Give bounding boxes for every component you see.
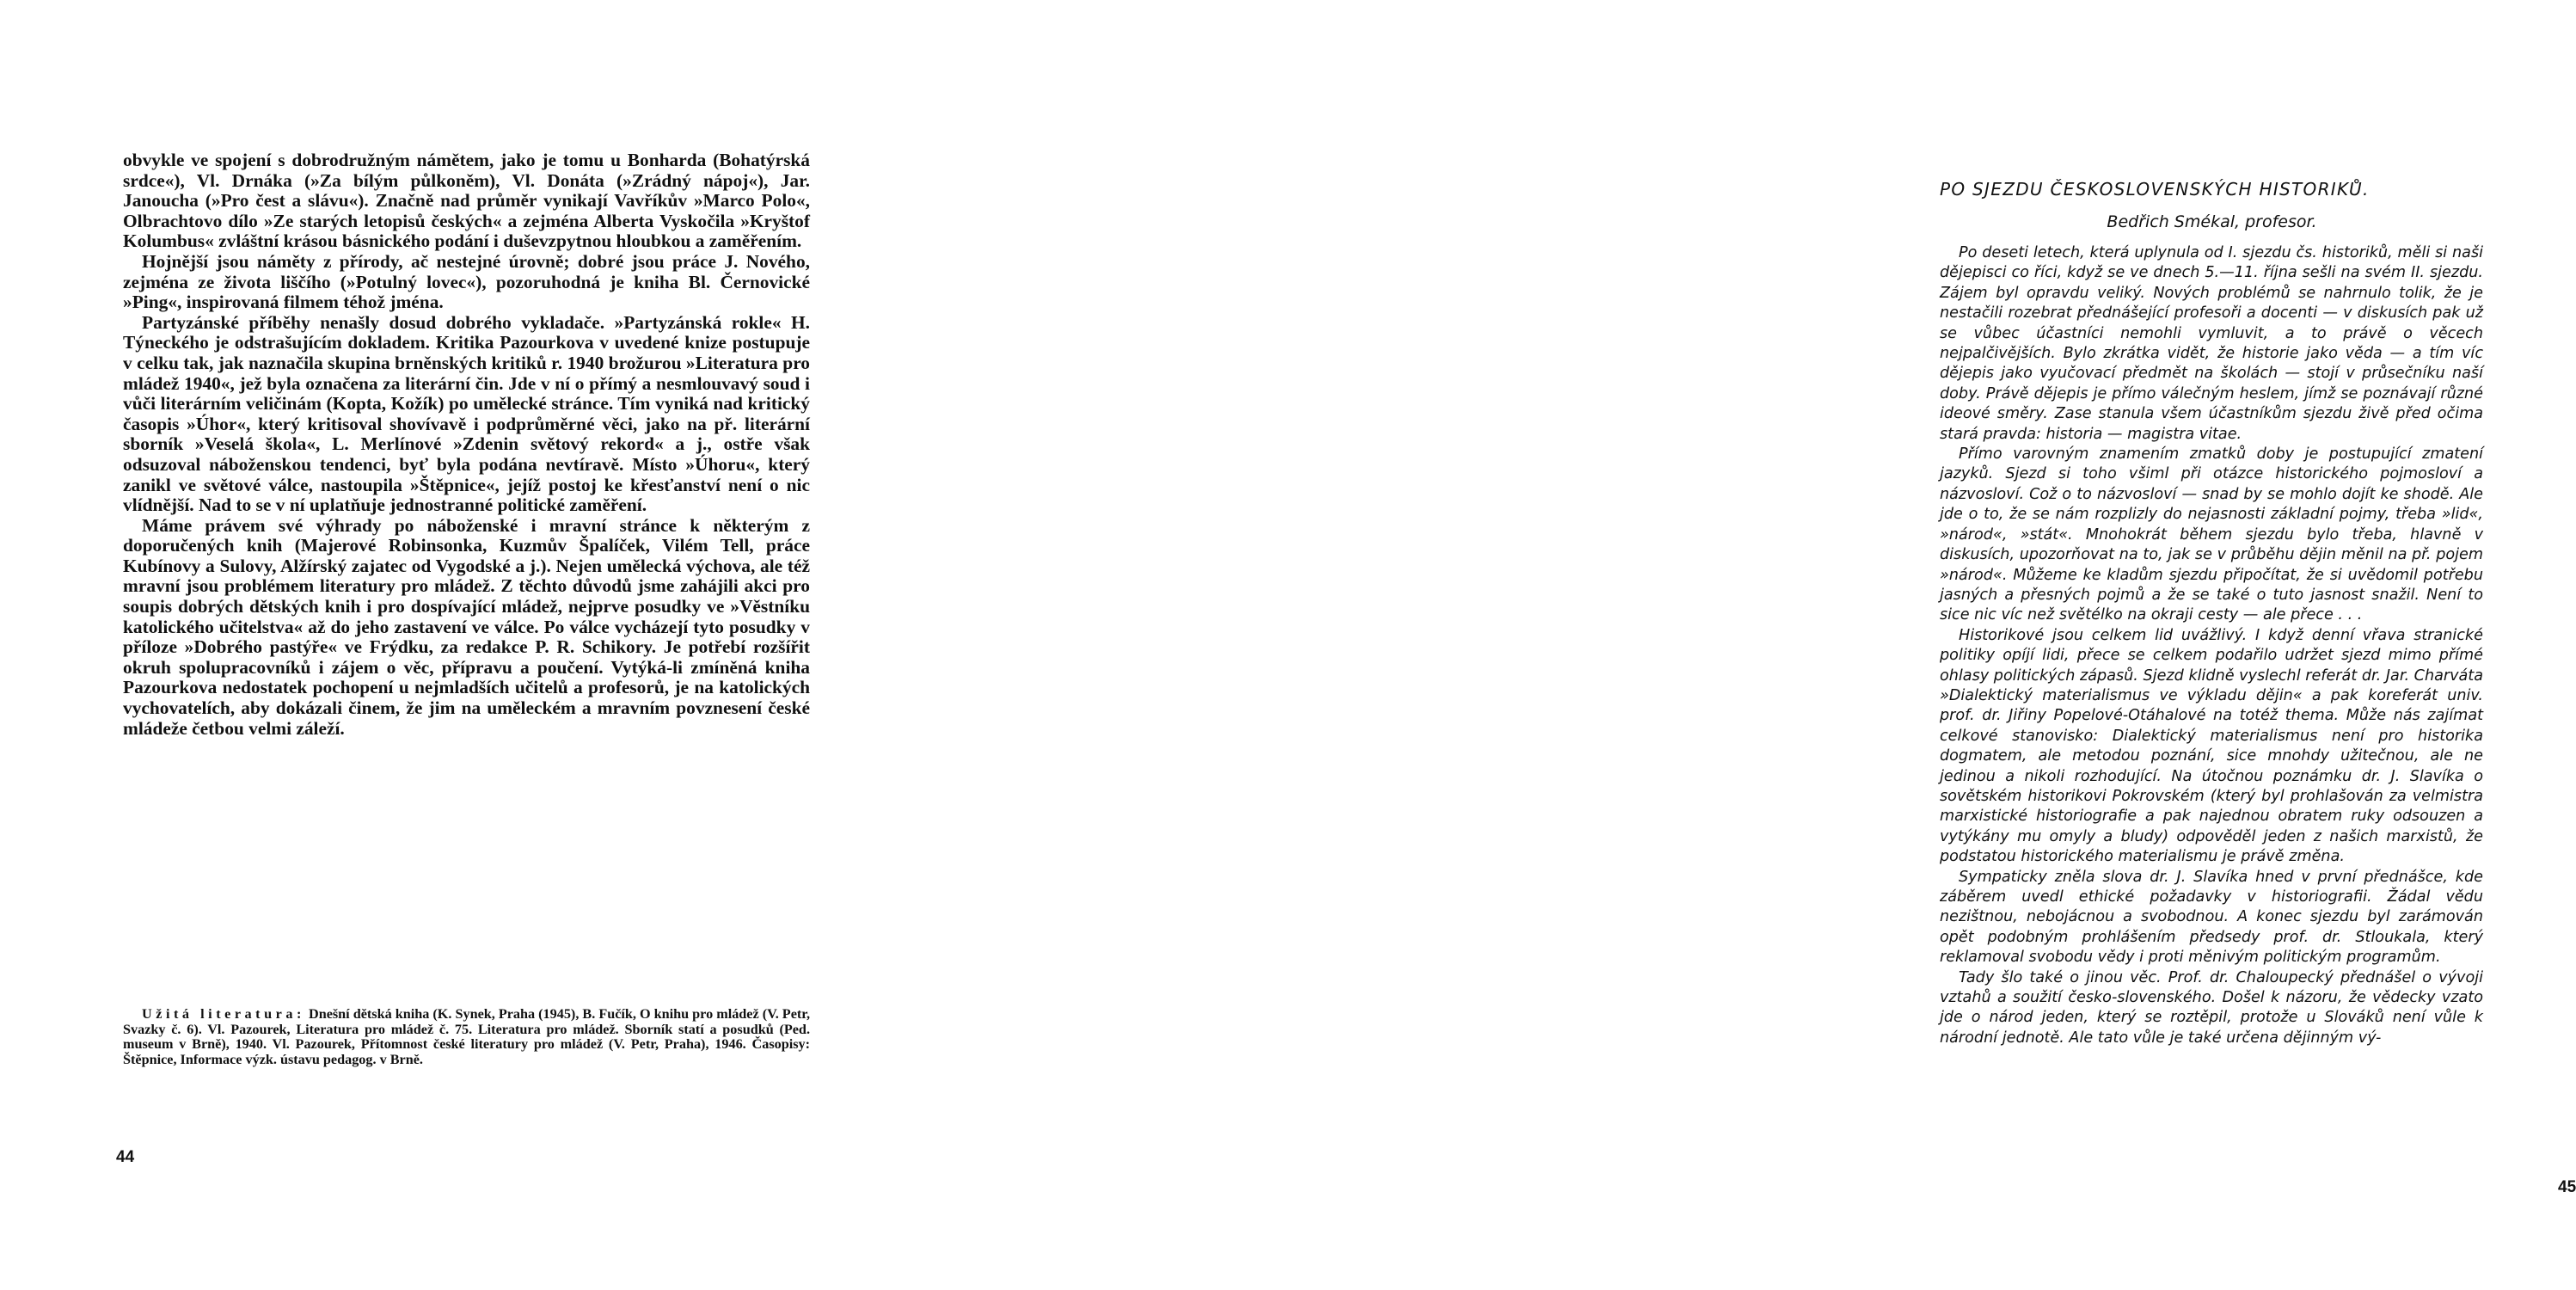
left-paragraph: Hojnější jsou náměty z přírody, ač nestejné úrovně; dobré jsou práce J. Nového, zejména ze života liščího (»Potulný lovec«), pozoruhodná je kniha Bl. Černovické »Ping«, inspirovaná filmem téhož jména.: [123, 250, 810, 313]
left-page: [0, 0, 899, 1290]
right-paragraph: Přímo varovným znamením zmatků doby je postupující zmatení jazyků. Sjezd si toho všiml při otázce historického pojmosloví a názvosloví. Což o to názvosloví — snad by se mohlo dojít ke shodě. Ale jde o to, že se nám rozplizly do nejasnosti základní pojmy, třeba »lid«, »národ«, »stát«. Mnohokrát během sjezdu bylo třeba, hlavně v diskusích, upozorňovat na to, jak se v průběhu dějin měnil na př. pojem »národ«. Můžeme ke kladům sjezdu připočítat, že si uvědomil potřebu jasných a přesných pojmů a že se také o tuto jasnost snažil. Není to sice nic víc než světélko na okraji cesty — ale přece . . .: [1940, 445, 2483, 624]
right-paragraph: Tady šlo také o jinou věc. Prof. dr. Chaloupecký přednášel o vývoji vztahů a soužití česko-slovenského. Došel k názoru, že vědecky vzato jde o národ jeden, který se roztěpil, protože u Slováků není vůle k národní jednotě. Ale tato vůle je také určena dějinným vý-: [1940, 968, 2483, 1047]
references-label: Užitá literatura:: [142, 1006, 305, 1022]
right-paragraph: Sympaticky zněla slova dr. J. Slavíka hned v první přednášce, kde záběrem uvedl ethické požadavky v historiografii. Žádal vědu nezištnou, nebojácnou a svobodnou. A konec sjezdu byl zarámován opět podobným prohlášením předsedy prof. dr. Stloukala, který reklamoval svobodu vědy i proti měnivým politickým programům.: [1940, 868, 2483, 967]
left-paragraph: obvykle ve spojení s dobrodružným námětem, jako je tomu u Bonharda (Bohatýrská srdce«), Vl. Drnáka (»Za bílým půlkoněm), Vl. Donáta (»Zrádný nápoj«), Jar. Janoucha (»Pro čest a slávu«). Značně nad průměr vynikají Vavříkův »Marco Polo«, Olbrachtovo dílo »Ze starých letopisů českých« a zejména Alberta Vyskočila »Kryštof Kolumbus« zvláštní krásou básnického podání i duševzpytnou hloubkou a zaměřením.: [123, 150, 810, 252]
references-text: Dnešní dětská kniha (K. Synek, Praha (1945), B. Fučík, O knihu pro mládež (V. Petr, Svazky č. 6). Vl. Pazourek, Literatura pro mládež č. 75. Literatura pro mládež. Sborník statí a posudků (Ped. museum v Brně), 1940. Vl. Pazourek, Přítomnost české literatury pro mládež (V. Petr, Praha), 1946. Časopisy: Štěpnice, Informace výzk. ústavu pedagog. v Brně.: [123, 1006, 811, 1067]
left-text-column: [123, 150, 810, 739]
article-author: Bedřich Smékal, profesor.: [2107, 212, 2317, 231]
references-paragraph: [123, 1007, 810, 1067]
right-paragraph: Historikové jsou celkem lid uvážlivý. I když denní vřava stranické politiky opíjí lidi, přece se celkem podařilo udržet sjezd mimo přímé ohlasy politických zápasů. Sjezd klidně vyslechl referát dr. Jar. Charváta »Dialektický materialismus ve výkladu dějin« a pak koreferát univ. prof. dr. Jiřiny Popelové-Otáhalové na totéž thema. Může nás zajímat celkové stanovisko: Dialektický materialismus není pro historika dogmatem, ale metodou poznání, sice mnohdy užitečnou, ale ne jedinou a nikoli rozhodující. Na útočnou poznámku dr. J. Slavíka o sovětském historikovi Pokrovském (který byl prohlašován za velmistra marxistické historiografie a pak najednou obratem ruky odsouzen a vytýkány mu omyly a bludy) odpověděl jeden z našich marxistů, že podstatou historického materialismu je právě změna.: [1940, 626, 2483, 866]
right-text-column: [1940, 243, 2483, 1048]
references-block: [123, 1007, 810, 1067]
page-number-right: 45: [2558, 1178, 2576, 1196]
right-page: [899, 0, 2576, 1290]
page-number-left: 44: [116, 1148, 135, 1166]
left-paragraph: Máme právem své výhrady po náboženské i mravní stránce k některým z doporučených knih (Majerové Robinsonka, Kuzmův Špalíček, Vilém Tell, práce Kubínovy a Sulovy, Alžírský zajatec od Vygodské a j.). Nejen umělecká výchova, ale též mravní jsou problémem literatury pro mládež. Z těchto důvodů jsme zahájili akci pro soupis dobrých dětských knih i pro dospívající mládež, nejprve posudky ve »Věstníku katolického učitelstva« až do jeho zastavení ve válce. Po válce vycházejí tyto posudky v příloze »Dobrého pastýře« ve Frýdku, za redakce P. R. Schikory. Je potřebí rozšířit okruh spolupracovníků i zájem o věc, přípravu a poučení. Vytýká-li zmíněná kniha Pazourkova nedostatek pochopení u nejmladších učitelů a profesorů, je na katolických vychovatelích, aby dokázali činem, že jim na uměleckém a mravním povznesení české mládeže četbou velmi záleží.: [123, 514, 810, 739]
right-paragraph: Po deseti letech, která uplynula od I. sjezdu čs. historiků, měli si naši dějepisci co říci, když se ve dnech 5.—11. října sešli na svém II. sjezdu. Zájem byl opravdu veliký. Nových problémů se nahrnulo tolik, že je nestačili rozebrat přednášející profesoři a docenti — v diskusích pak už se vůbec účastníci nemohli vymluvit, a to právě o věcech nejpalčivějších. Bylo zkrátka vidět, že historie jako věda — a tím víc dějepis jako vyučovací předmět na školách — stojí v průsečníku naší doby. Právě dějepis je přímo válečným heslem, jímž se poznávají různé ideové směry. Zase stanula všem účastníkům sjezdu živě před očima stará pravda: historia — magistra vitae.: [1940, 244, 2483, 443]
article-title: PO SJEZDU ČESKOSLOVENSKÝCH HISTORIKŮ.: [1940, 179, 2370, 200]
left-paragraph: Partyzánské příběhy nenašly dosud dobrého vykladače. »Partyzánská rokle« H. Týneckého je odstrašujícím dokladem. Kritika Pazourkova v uvedené knize postupuje v celku tak, jak naznačila skupina brněnských kritiků r. 1940 brožurou »Literatura pro mládež 1940«, jež byla označena za literární čin. Jde v ní o přímý a nesmlouvavý soud i vůči literárním veličinám (Kopta, Kožík) po umělecké stránce. Tím vyniká nad kritický časopis »Úhor«, který kritisoval shovívavě i podprůměrné věci, jako na př. literární sborník »Veselá škola«, L. Merlínové »Zdenin světový rekord« a j., ostře však odsuzoval náboženskou tendenci, byť byla podána nevtíravě. Místo »Úhoru«, který zanikl ve světové válce, nastoupila »Štěpnice«, jejíž postoj ke křesťanství není o nic vlídnější. Nad to se v ní uplatňuje jednostranné politické zaměření.: [123, 311, 810, 516]
